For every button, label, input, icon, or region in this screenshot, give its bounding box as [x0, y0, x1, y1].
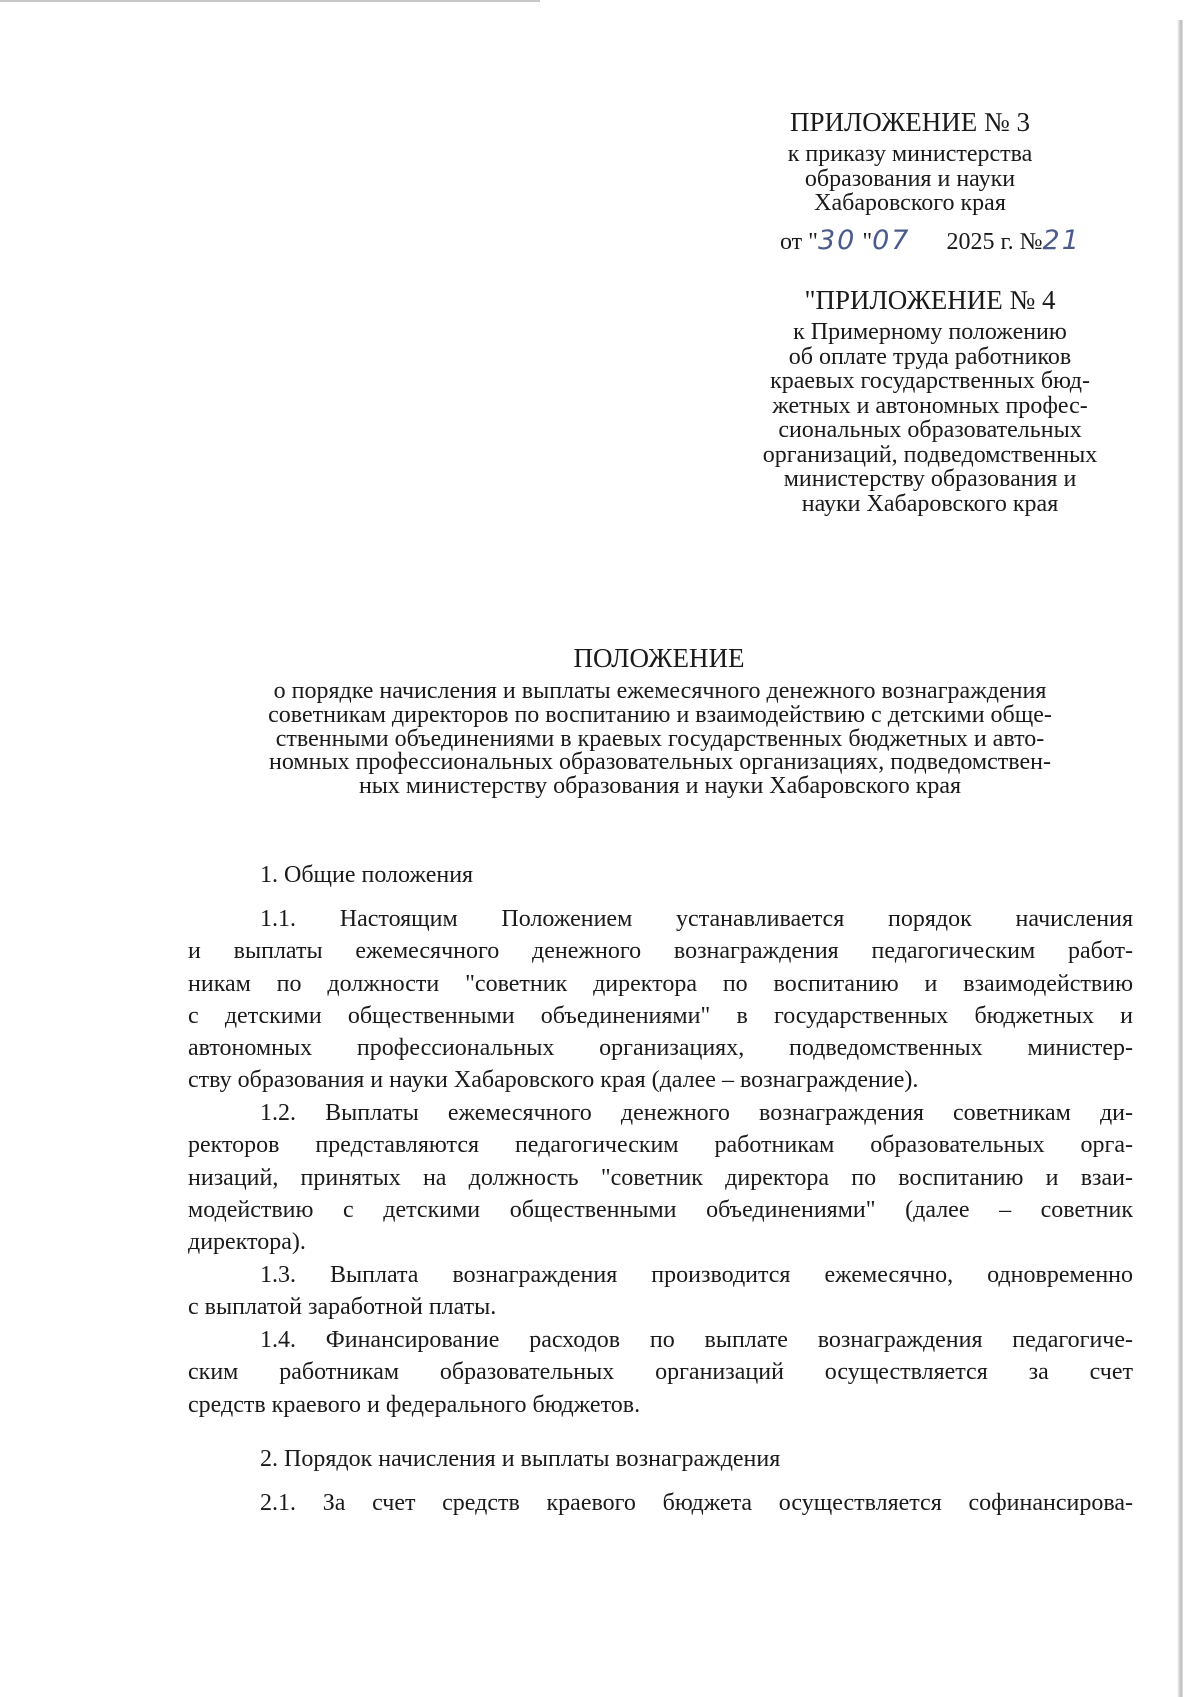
subtitle-line: советникам директоров по воспитанию и взаимодействию с детскими обще- — [268, 701, 1052, 728]
scan-edge-top — [0, 0, 540, 2]
paragraph-2-1 — [188, 1487, 1133, 1519]
paragraph-1-1 — [188, 903, 1133, 1097]
paragraph-1-4 — [188, 1324, 1133, 1421]
appendix-3-heading: ПРИЛОЖЕНИЕ № 3 — [789, 107, 1031, 137]
appendix-4-line: министерству образования и — [783, 466, 1077, 492]
paragraph-line: ским работникам образовательных организаций осуществляется за счет — [188, 1359, 1133, 1386]
paragraph-1-2 — [188, 1097, 1133, 1258]
paragraph-line: ректоров представляются педагогическим работникам образовательных орга- — [188, 1132, 1133, 1159]
date-year: 2025 г. № — [946, 229, 1043, 255]
subtitle-line: ных министерству образования и науки Хабаровского края — [358, 773, 962, 800]
paragraph-line: никам по должности "советник директора по воспитанию и взаимодействию — [188, 970, 1133, 997]
handwritten-number: 21 — [1042, 225, 1081, 256]
paragraph-line: низаций, принятых на должность "советник директора по воспитанию и взаи- — [188, 1164, 1133, 1191]
scan-edge-right — [1177, 20, 1183, 1697]
handwritten-day: 30 — [817, 225, 857, 256]
appendix-4-line: к Примерному положению — [793, 319, 1067, 345]
appendix-4-line: сиональных образовательных — [778, 417, 1082, 443]
paragraph-line: ству образования и науки Хабаровского края (далее – вознаграждение). — [188, 1067, 919, 1094]
document-subtitle — [190, 680, 1130, 799]
date-mid: " — [856, 229, 873, 255]
paragraph-1-3 — [188, 1259, 1133, 1324]
appendix-4-line: жетных и автономных профес- — [772, 392, 1088, 419]
paragraph-line: 1.3. Выплата вознаграждения производится ежемесячно, одновременно — [260, 1262, 1133, 1288]
subtitle-line: ственными объединениями в краевых государственных бюджетных и авто- — [275, 725, 1045, 752]
appendix-4-line: науки Хабаровского края — [801, 490, 1059, 517]
section-1-heading: 1. Общие положения — [260, 862, 474, 888]
paragraph-line: 1.2. Выплаты ежемесячного денежного вознаграждения советникам ди- — [260, 1100, 1133, 1126]
appendix-3-line: Хабаровского края — [814, 190, 1006, 216]
paragraph-line: 1.4. Финансирование расходов по выплате вознаграждения педагогиче- — [260, 1327, 1133, 1353]
appendix-3-line: к приказу министерства — [787, 141, 1033, 167]
paragraph-line: с детскими общественными объединениями" в государственных бюджетных и — [188, 1002, 1133, 1029]
paragraph-line: директора). — [188, 1229, 306, 1256]
date-prefix: от " — [780, 229, 818, 255]
paragraph-line: и выплаты ежемесячного денежного вознаграждения педагогическим работ- — [188, 938, 1133, 965]
appendix-4-header — [730, 283, 1130, 516]
paragraph-line: модействию с детскими общественными объединениями" (далее – советник — [188, 1196, 1133, 1223]
appendix-3-line: образования и науки — [804, 165, 1016, 192]
section-2-heading: 2. Порядок начисления и выплаты вознаграждения — [260, 1446, 781, 1472]
document-title: ПОЛОЖЕНИЕ — [573, 643, 745, 673]
handwritten-month: 07 — [872, 225, 911, 256]
paragraph-line: с выплатой заработной платы. — [188, 1294, 497, 1321]
paragraph-line: автономных профессиональных организациях, подведомственных министер- — [188, 1035, 1133, 1062]
subtitle-line: о порядке начисления и выплаты ежемесячного денежного вознаграждения — [273, 678, 1047, 704]
paragraph-line: 1.1. Настоящим Положением устанавливается порядок начисления — [260, 906, 1133, 932]
paragraph-line: средств краевого и федерального бюджетов. — [188, 1391, 641, 1418]
appendix-4-line: организаций, подведомственных — [762, 441, 1098, 468]
appendix-4-line: об оплате труда работников — [788, 343, 1072, 370]
paragraph-line: 2.1. За счет средств краевого бюджета осуществляется софинансирова- — [260, 1490, 1133, 1516]
subtitle-line: номных профессиональных образовательных организациях, подведомствен- — [269, 749, 1051, 776]
appendix-3-header — [740, 105, 1080, 216]
order-date-line — [780, 226, 1081, 256]
appendix-4-line: краевых государственных бюд- — [770, 368, 1090, 394]
appendix-4-heading: "ПРИЛОЖЕНИЕ № 4 — [804, 285, 1056, 315]
